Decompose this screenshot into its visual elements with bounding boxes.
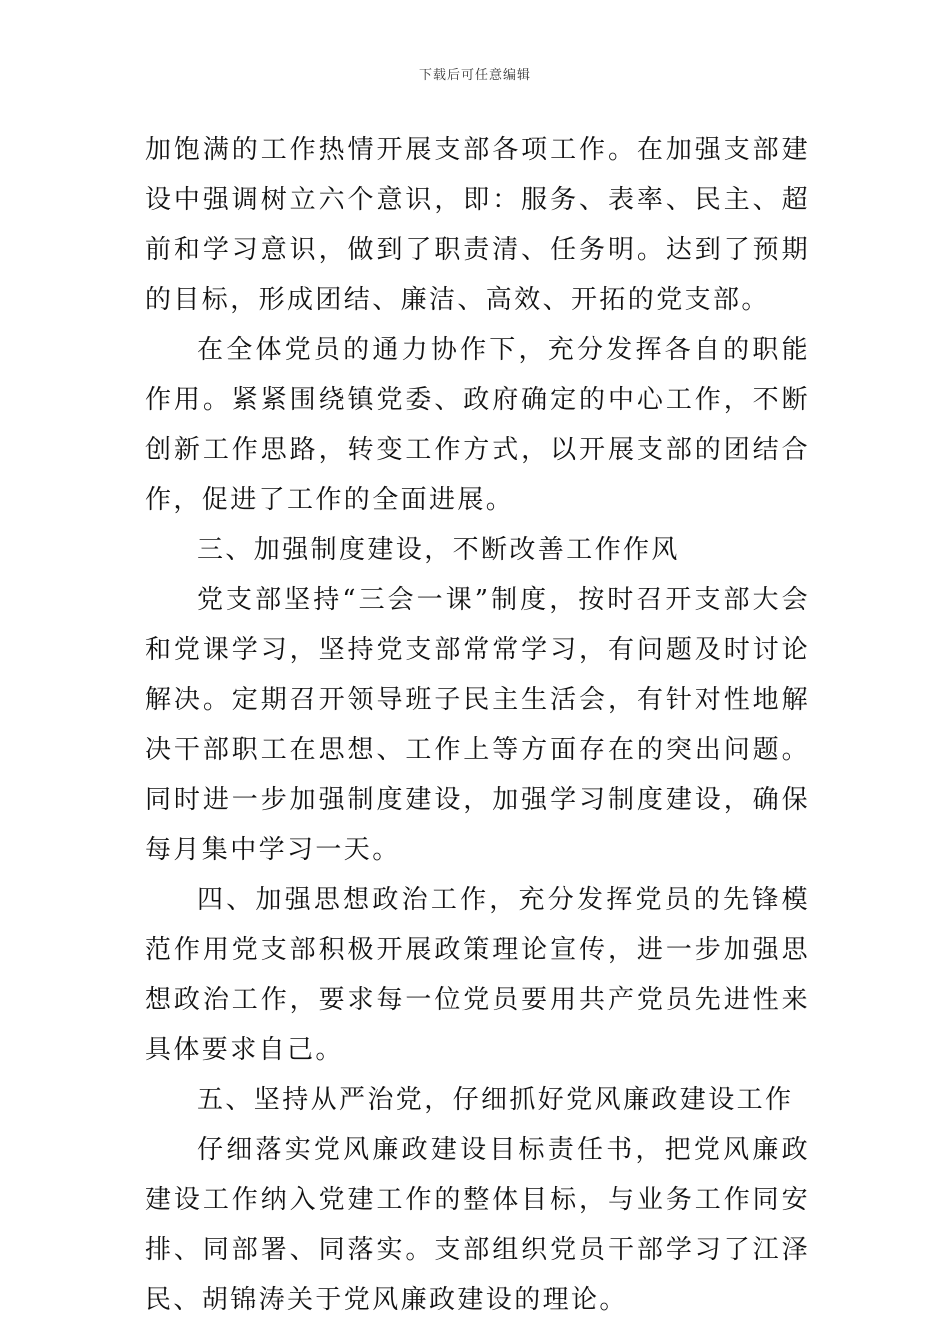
paragraph: 党支部坚持“三会一课”制度，按时召开支部大会和党课学习，坚持党支部常常学习，有问题及时讨论解决。定期召开领导班子民主生活会，有针对性地解决干部职工在思想、工作上等方面存在的突出问题。同时进一步加强制度建设，加强学习制度建设，确保每月集中学习一天。 xyxy=(145,585,810,865)
section-heading-3: 三、加强制度建设，不断改善工作作风 xyxy=(197,535,680,565)
paragraph: 在全体党员的通力协作下，充分发挥各自的职能作用。紧紧围绕镇党委、政府确定的中心工作，不断创新工作思路，转变工作方式，以开展支部的团结合作，促进了工作的全面进展。 xyxy=(145,335,810,515)
page-header: 下载后可任意编辑 xyxy=(418,68,531,83)
paragraph: 仔细落实党风廉政建设目标责任书，把党风廉政建设工作纳入党建工作的整体目标，与业务工作同安排、同部署、同落实。支部组织党员干部学习了江泽民、胡锦涛关于党风廉政建设的理论。 xyxy=(145,1135,810,1315)
document-body xyxy=(145,125,810,1325)
section-heading-5: 五、坚持从严治党，仔细抓好党风廉政建设工作 xyxy=(197,1085,794,1115)
paragraph-continuation: 加饱满的工作热情开展支部各项工作。在加强支部建设中强调树立六个意识，即：服务、表率、民主、超前和学习意识，做到了职责清、任务明。达到了预期的目标，形成团结、廉洁、高效、开拓的党支部。 xyxy=(145,135,810,315)
section-heading-4-paragraph: 四、加强思想政治工作，充分发挥党员的先锋模范作用党支部积极开展政策理论宣传，进一步加强思想政治工作，要求每一位党员要用共产党员先进性来具体要求自己。 xyxy=(145,885,810,1065)
